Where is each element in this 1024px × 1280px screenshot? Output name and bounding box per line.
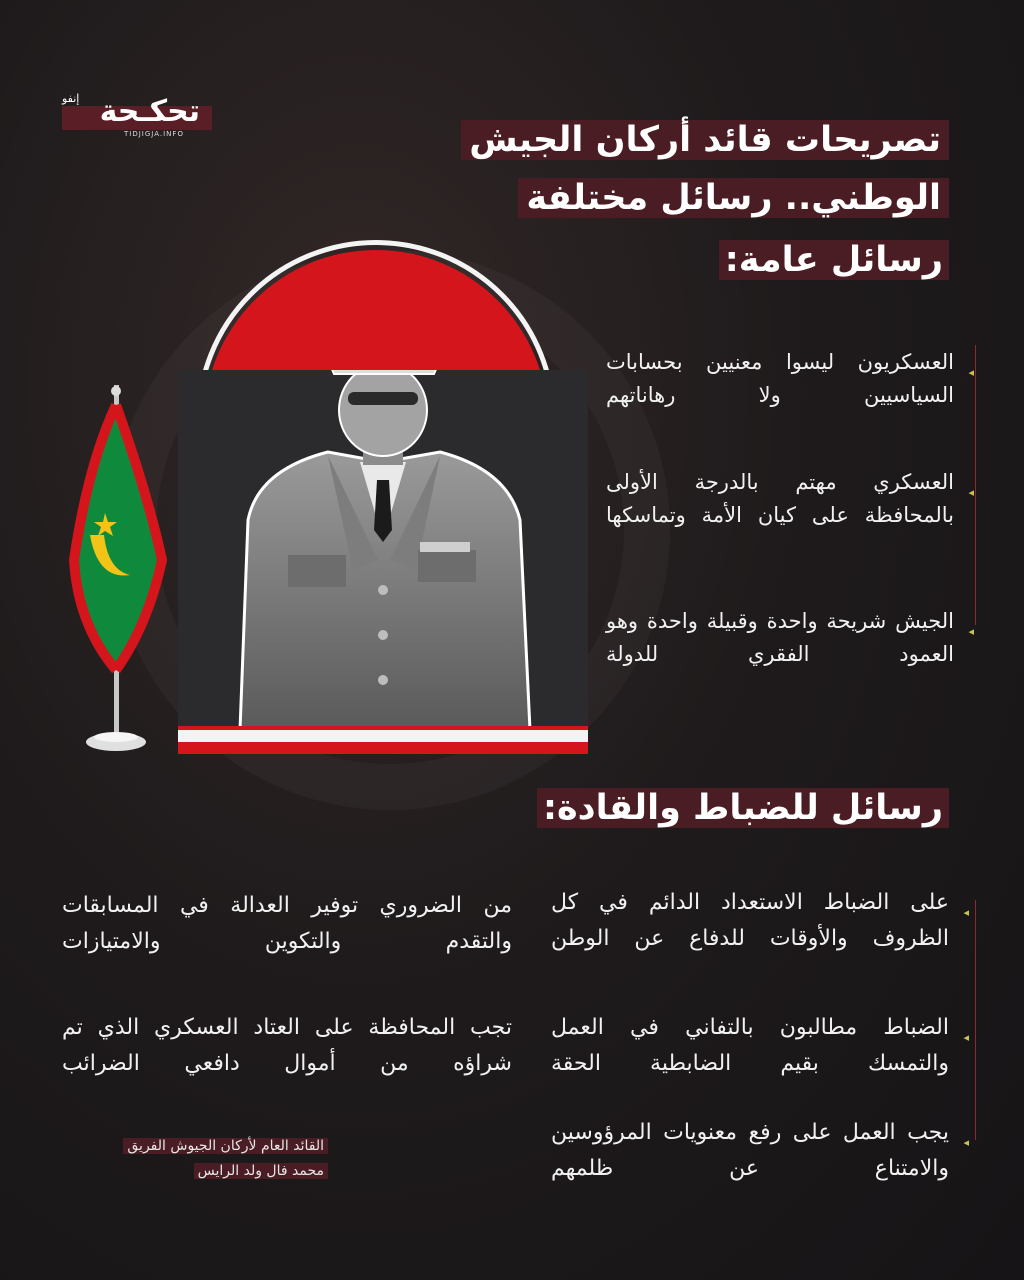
title-text-2: الوطني.. رسائل مختلفة [518,178,949,218]
page-title-line-2 [518,176,949,220]
general-message-3-text: الجيش شريحة واحدة وقبيلة واحدة وهو العمود الفقري للدولة [606,609,954,666]
flag-icon [68,385,178,755]
portrait-illustration [178,370,588,730]
signature-line-2 [72,1163,328,1179]
mauritania-flag [68,385,178,755]
signature-line-1 [72,1138,328,1154]
bullet-arrow-icon: ◂ [968,625,974,638]
logo-name: تحكـحة [99,94,200,129]
portrait-stripe-red [178,742,588,754]
officers-list-rule [975,900,976,1140]
section-officers-heading-text: رسائل للضباط والقادة: [537,788,949,828]
general-message-1 [606,346,974,412]
officer-message-4-text: من الضروري توفير العدالة في المسابقات والتقدم والتكوين والامتيازات [62,893,512,954]
general-message-3 [606,605,974,671]
officer-message-1-text: على الضباط الاستعداد الدائم في كل الظروف والأوقات للدفاع عن الوطن [551,890,949,951]
officer-message-3-text: يجب العمل على رفع معنويات المرؤوسين والامتناع عن ظلمهم [551,1120,949,1181]
bullet-arrow-icon: ◂ [963,1136,969,1149]
general-message-1-text: العسكريون ليسوا معنيين بحسابات السياسيين ولا رهاناتهم [606,350,954,407]
signature-name: محمد فال ولد الرايس [194,1163,328,1179]
officer-message-4 [62,888,512,960]
general-message-2 [606,466,974,532]
logo-url: TIDJIGJA.INFO [124,130,184,138]
officer-message-5 [62,1010,512,1082]
bullet-arrow-icon: ◂ [963,1031,969,1044]
logo-tag: إنفو [62,92,80,105]
section-general-heading-text: رسائل عامة: [719,240,949,280]
section-general-heading [719,240,949,280]
title-text-1: تصريحات قائد أركان الجيش [461,120,949,160]
section-officers-heading [537,788,949,828]
general-message-2-text: العسكري مهتم بالدرجة الأولى بالمحافظة على كيان الأمة وتماسكها [606,470,954,527]
commander-portrait [178,370,588,730]
officer-message-5-text: تجب المحافظة على العتاد العسكري الذي تم شراؤه من أموال دافعي الضرائب [62,1015,512,1076]
bullet-arrow-icon: ◂ [968,366,974,379]
officer-message-1 [551,885,969,957]
page-title-line-1 [461,118,949,162]
officer-message-2 [551,1010,969,1082]
general-list-rule [975,345,976,625]
portrait-stripe-white [178,730,588,742]
bullet-arrow-icon: ◂ [963,906,969,919]
brand-logo [62,92,212,138]
bullet-arrow-icon: ◂ [968,486,974,499]
signature-title: القائد العام لأركان الجيوش الفريق [123,1138,328,1154]
officer-message-3 [551,1115,969,1187]
officer-message-2-text: الضباط مطالبون بالتفاني في العمل والتمسك بقيم الضابطية الحقة [551,1015,949,1076]
